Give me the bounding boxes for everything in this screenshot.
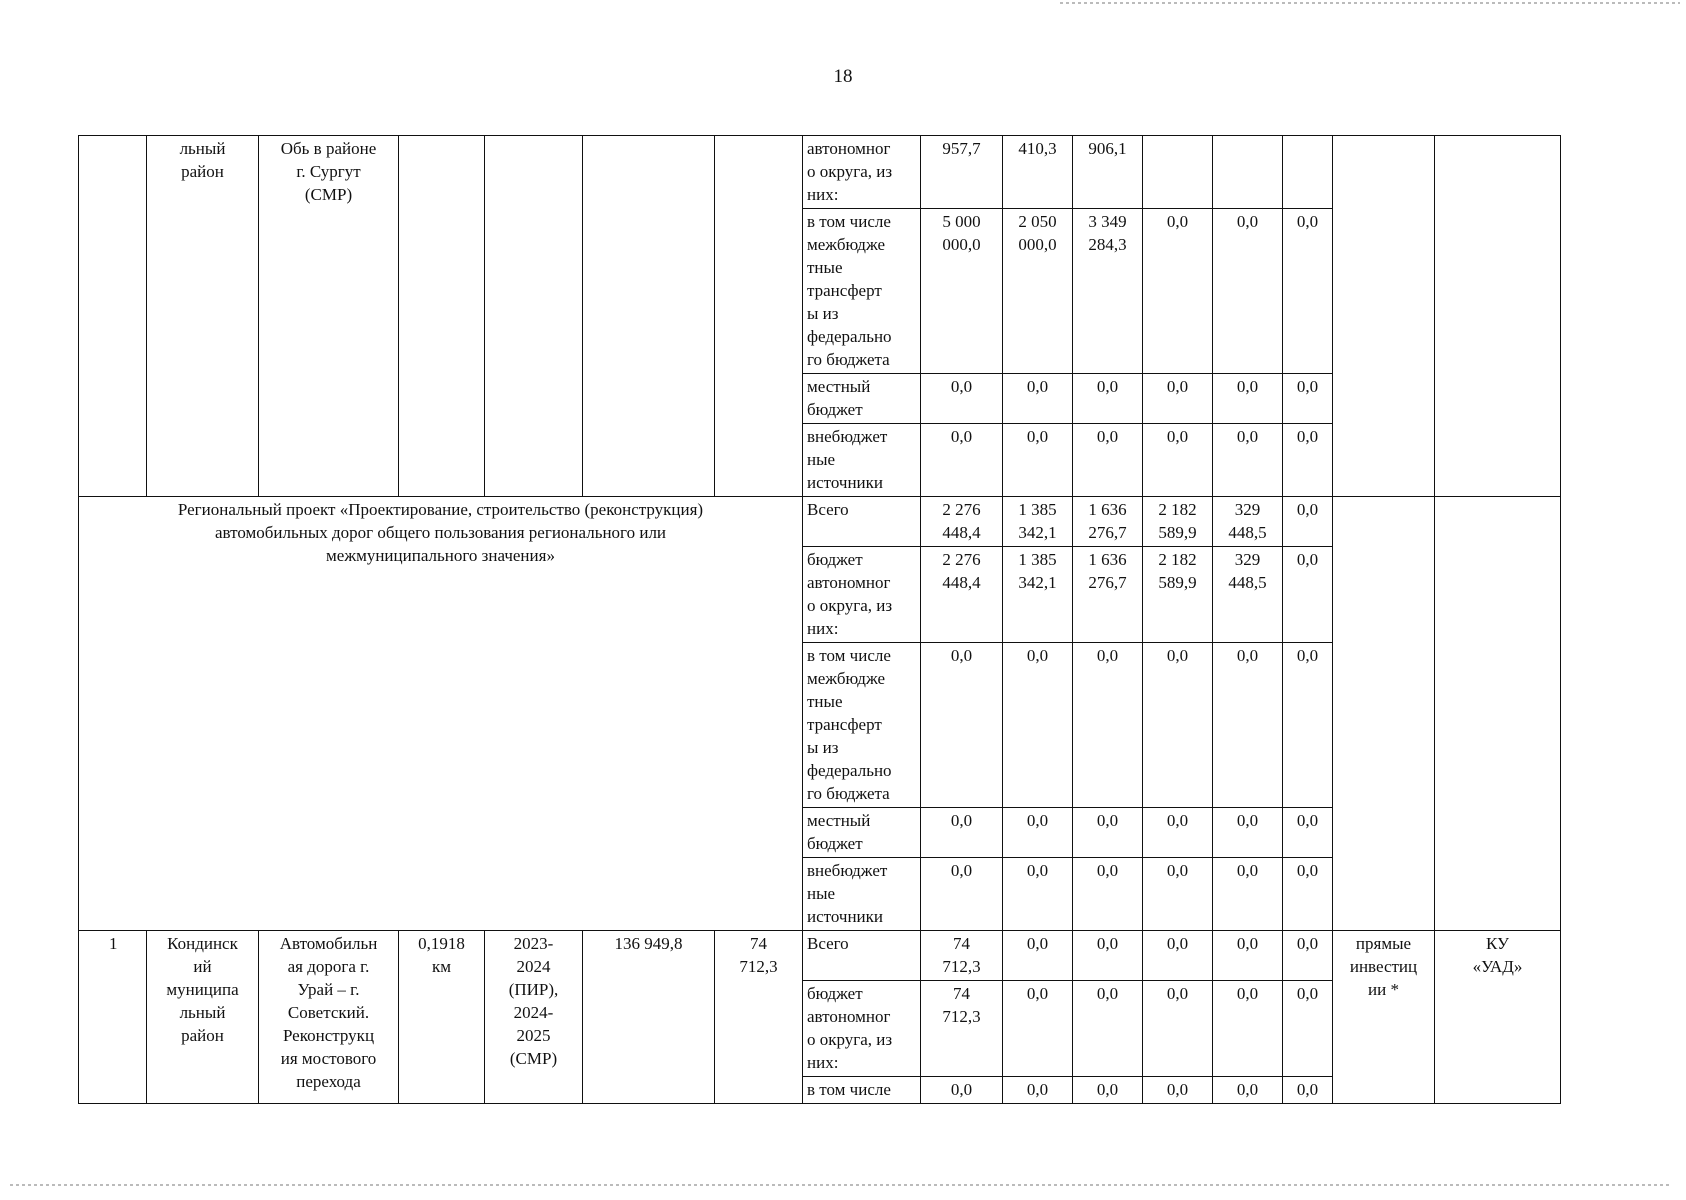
value-cell: 0,0 xyxy=(921,374,1003,424)
source-cell: Всего xyxy=(803,497,921,547)
value-cell: 0,0 xyxy=(1283,981,1333,1077)
value-cell: 410,3 xyxy=(1003,136,1073,209)
table-row xyxy=(79,136,1561,209)
source-cell: бюджет автономног о округа, из них: xyxy=(803,981,921,1077)
scan-artifact-top xyxy=(1060,2,1680,4)
estimated-cost-cell: 136 949,8 xyxy=(583,931,715,1104)
municipality-cell: льный район xyxy=(147,136,259,497)
value-cell: 906,1 xyxy=(1073,136,1143,209)
value-cell: 0,0 xyxy=(1213,858,1283,931)
value-cell: 2 182 589,9 xyxy=(1143,547,1213,643)
value-cell: 74 712,3 xyxy=(921,931,1003,981)
value-cell: 0,0 xyxy=(1073,374,1143,424)
budget-table xyxy=(78,135,1561,1104)
value-cell: 2 276 448,4 xyxy=(921,497,1003,547)
source-cell: в том числе xyxy=(803,1077,921,1104)
regional-project-title: Региональный проект «Проектирование, строительство (реконструкция) автомобильных дорог общего пользования регионального или межмуниципального значения» xyxy=(79,497,803,931)
page-number: 18 xyxy=(833,66,853,87)
value-cell: 1 385 342,1 xyxy=(1003,547,1073,643)
value-cell: 0,0 xyxy=(1073,858,1143,931)
value-cell: 0,0 xyxy=(1213,808,1283,858)
customer-cell xyxy=(1435,136,1561,497)
value-cell: 0,0 xyxy=(1073,643,1143,808)
value-cell: 1 385 342,1 xyxy=(1003,497,1073,547)
value-cell: 0,0 xyxy=(1003,808,1073,858)
value-cell: 0,0 xyxy=(1003,374,1073,424)
value-cell: 2 276 448,4 xyxy=(921,547,1003,643)
capacity-cell: 0,1918 км xyxy=(399,931,485,1104)
mechanism-cell xyxy=(1333,136,1435,497)
source-cell: местный бюджет xyxy=(803,374,921,424)
value-cell: 0,0 xyxy=(1143,808,1213,858)
value-cell: 0,0 xyxy=(1213,931,1283,981)
source-cell: Всего xyxy=(803,931,921,981)
value-cell: 0,0 xyxy=(1003,643,1073,808)
value-cell: 2 182 589,9 xyxy=(1143,497,1213,547)
value-cell: 0,0 xyxy=(1143,424,1213,497)
value-cell: 0,0 xyxy=(921,424,1003,497)
value-cell: 0,0 xyxy=(921,808,1003,858)
value-cell: 0,0 xyxy=(1143,931,1213,981)
source-cell: внебюджет ные источники xyxy=(803,424,921,497)
remaining-cost-cell: 74 712,3 xyxy=(715,931,803,1104)
value-cell: 0,0 xyxy=(1283,497,1333,547)
value-cell: 3 349 284,3 xyxy=(1073,209,1143,374)
object-cell: Автомобильн ая дорога г. Урай – г. Советский. Реконструкц ия мостового перехода xyxy=(259,931,399,1104)
value-cell: 0,0 xyxy=(1073,1077,1143,1104)
value-cell: 1 636 276,7 xyxy=(1073,547,1143,643)
value-cell: 0,0 xyxy=(1283,209,1333,374)
value-cell: 0,0 xyxy=(1283,643,1333,808)
source-cell: внебюджет ные источники xyxy=(803,858,921,931)
customer-cell xyxy=(1435,497,1561,931)
value-cell: 2 050 000,0 xyxy=(1003,209,1073,374)
value-cell: 0,0 xyxy=(1073,931,1143,981)
source-cell: автономног о округа, из них: xyxy=(803,136,921,209)
value-cell: 0,0 xyxy=(1073,808,1143,858)
value-cell: 0,0 xyxy=(1003,1077,1073,1104)
value-cell: 0,0 xyxy=(1283,1077,1333,1104)
customer-cell: КУ «УАД» xyxy=(1435,931,1561,1104)
scan-artifact-bottom xyxy=(10,1184,1670,1186)
value-cell: 0,0 xyxy=(1143,209,1213,374)
object-cell: Обь в районе г. Сургут (СМР) xyxy=(259,136,399,497)
item-number-cell: 1 xyxy=(79,931,147,1104)
source-cell: бюджет автономног о округа, из них: xyxy=(803,547,921,643)
table-row xyxy=(79,931,1561,981)
value-cell xyxy=(1283,136,1333,209)
period-cell xyxy=(485,136,583,497)
value-cell: 329 448,5 xyxy=(1213,547,1283,643)
value-cell: 0,0 xyxy=(1143,1077,1213,1104)
value-cell: 0,0 xyxy=(1213,424,1283,497)
value-cell: 0,0 xyxy=(1213,981,1283,1077)
value-cell: 0,0 xyxy=(1073,981,1143,1077)
value-cell: 0,0 xyxy=(1283,858,1333,931)
estimated-cost-cell xyxy=(583,136,715,497)
value-cell: 0,0 xyxy=(1003,424,1073,497)
value-cell: 0,0 xyxy=(1143,981,1213,1077)
value-cell: 0,0 xyxy=(1143,858,1213,931)
value-cell xyxy=(1213,136,1283,209)
table-row xyxy=(79,497,1561,547)
value-cell: 0,0 xyxy=(1003,858,1073,931)
value-cell: 0,0 xyxy=(1073,424,1143,497)
value-cell: 0,0 xyxy=(1143,643,1213,808)
value-cell: 0,0 xyxy=(1283,424,1333,497)
value-cell: 0,0 xyxy=(1143,374,1213,424)
value-cell: 0,0 xyxy=(1213,374,1283,424)
value-cell: 74 712,3 xyxy=(921,981,1003,1077)
value-cell: 0,0 xyxy=(1283,808,1333,858)
value-cell: 0,0 xyxy=(921,1077,1003,1104)
value-cell: 5 000 000,0 xyxy=(921,209,1003,374)
value-cell: 0,0 xyxy=(1213,643,1283,808)
value-cell: 0,0 xyxy=(1283,547,1333,643)
value-cell: 0,0 xyxy=(1003,931,1073,981)
municipality-cell: Кондинск ий муниципа льный район xyxy=(147,931,259,1104)
mechanism-cell: прямые инвестиц ии * xyxy=(1333,931,1435,1104)
value-cell: 0,0 xyxy=(1283,374,1333,424)
source-cell: в том числе межбюдже тные трансферт ы из федерально го бюджета xyxy=(803,209,921,374)
mechanism-cell xyxy=(1333,497,1435,931)
value-cell: 0,0 xyxy=(1283,931,1333,981)
value-cell: 957,7 xyxy=(921,136,1003,209)
remaining-cost-cell xyxy=(715,136,803,497)
value-cell: 0,0 xyxy=(1213,209,1283,374)
value-cell: 0,0 xyxy=(921,643,1003,808)
value-cell: 0,0 xyxy=(1213,1077,1283,1104)
source-cell: местный бюджет xyxy=(803,808,921,858)
period-cell: 2023- 2024 (ПИР), 2024- 2025 (СМР) xyxy=(485,931,583,1104)
value-cell: 0,0 xyxy=(921,858,1003,931)
capacity-cell xyxy=(399,136,485,497)
value-cell: 0,0 xyxy=(1003,981,1073,1077)
source-cell: в том числе межбюдже тные трансферт ы из федерально го бюджета xyxy=(803,643,921,808)
value-cell xyxy=(1143,136,1213,209)
value-cell: 329 448,5 xyxy=(1213,497,1283,547)
value-cell: 1 636 276,7 xyxy=(1073,497,1143,547)
no-cell xyxy=(79,136,147,497)
